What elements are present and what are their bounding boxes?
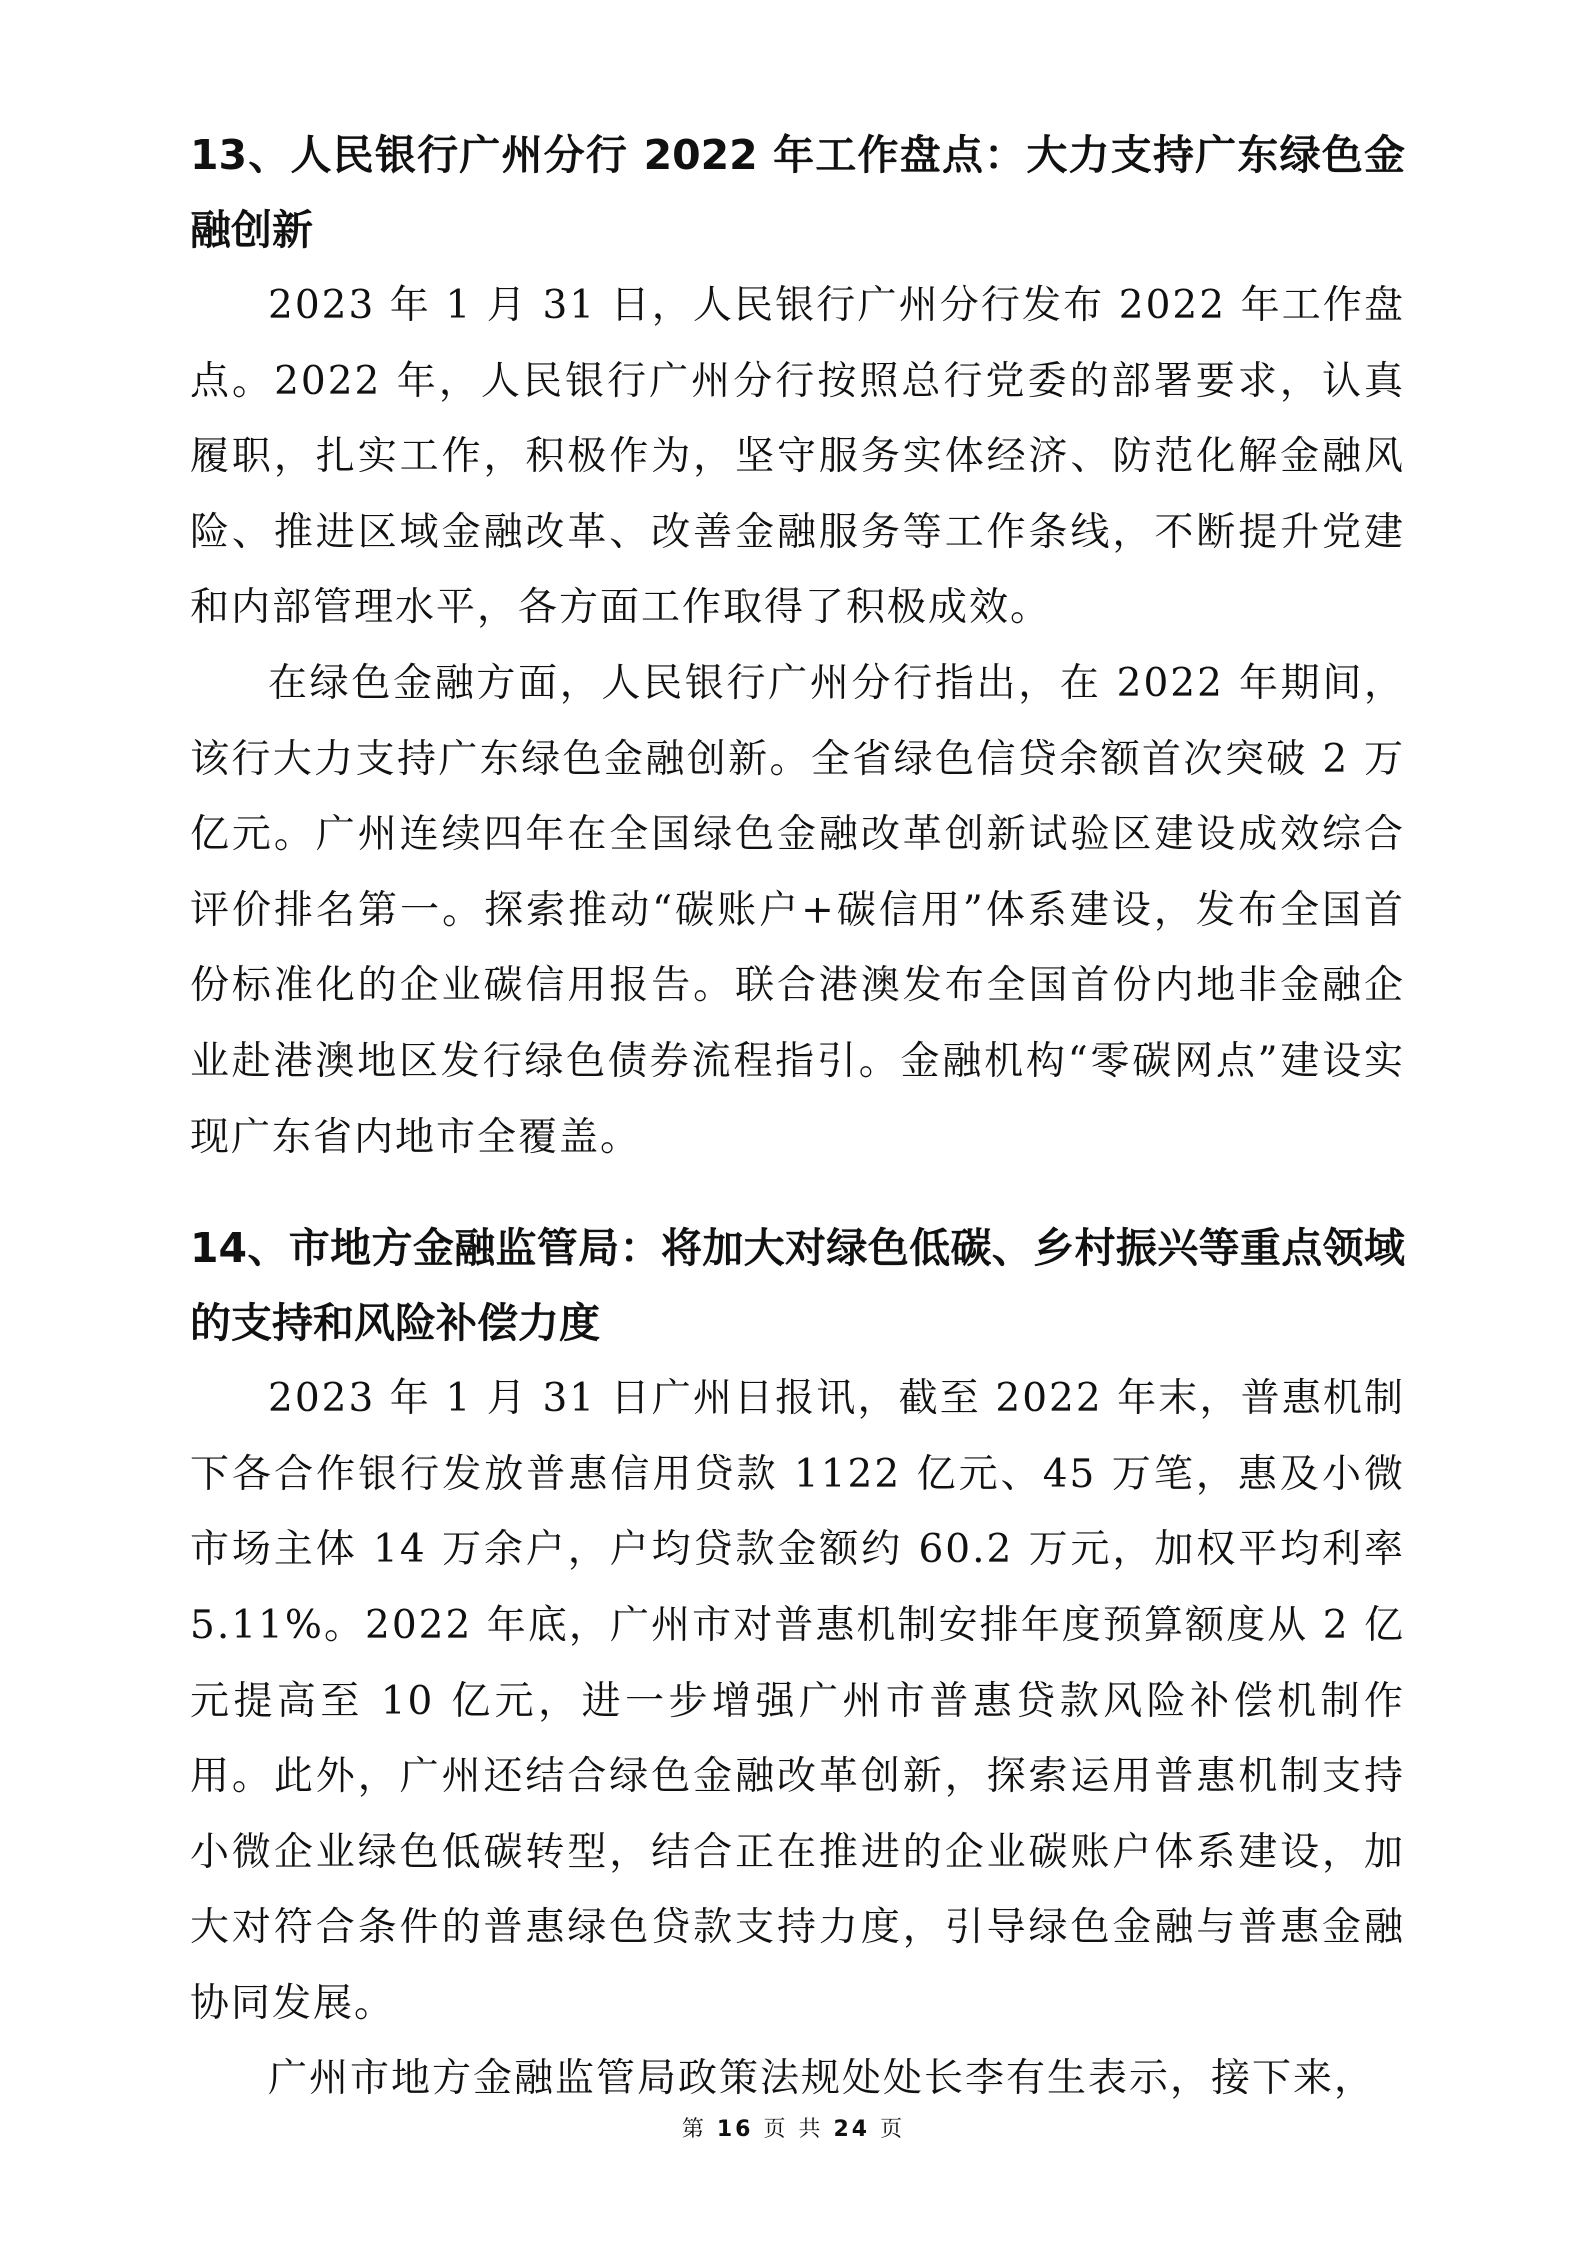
section-14-paragraph-2: 广州市地方金融监管局政策法规处处长李有生表示，接下来， <box>268 2056 1376 2102</box>
page-content <box>190 118 1405 2117</box>
page-footer <box>0 2112 1587 2143</box>
section-14-title: 14、市地方金融监管局：将加大对绿色低碳、乡村振兴等重点领域的支持和风险补偿力度 <box>190 1224 1405 1348</box>
footer-suffix: 页 <box>880 2117 906 2142</box>
footer-total-pages: 24 <box>833 2117 871 2142</box>
section-14-paragraph-1: 2023 年 1 月 31 日广州日报讯，截至 2022 年末，普惠机制下各合作银行发放普惠信用贷款 1122 亿元、45 万笔，惠及小微市场主体 14 万余户，户均贷款金额约 60.2 万元，加权平均利率 5.11%。2022 年底，广州市对普惠机制安排年度预算额度从 2 亿元提高至 10 亿元，进一步增强广州市普惠贷款风险补偿机制作用。此外，广州还结合绿色金融改革创新，探索运用普惠机制支持小微企业绿色低碳转型，结合正在推进的企业碳账户体系建设，加大对符合条件的普惠绿色贷款支持力度，引导绿色金融与普惠金融协同发展。 <box>190 1376 1405 2026</box>
section-gap <box>190 1175 1405 1211</box>
section-13-paragraph-2: 在绿色金融方面，人民银行广州分行指出，在 2022 年期间，该行大力支持广东绿色金融创新。全省绿色信贷余额首次突破 2 万亿元。广州连续四年在全国绿色金融改革创新试验区建设成效综合评价排名第一。探索推动“碳账户+碳信用”体系建设，发布全国首份标准化的企业碳信用报告。联合港澳发布全国首份内地非金融企业赴港澳地区发行绿色债券流程指引。金融机构“零碳网点”建设实现广东省内地市全覆盖。 <box>190 660 1405 1160</box>
footer-page-number: 16 <box>716 2117 754 2142</box>
footer-prefix: 第 <box>681 2117 707 2142</box>
footer-middle: 页 共 <box>763 2117 824 2142</box>
section-13-title: 13、人民银行广州分行 2022 年工作盘点：大力支持广东绿色金融创新 <box>190 131 1405 254</box>
section-13-paragraph-1: 2023 年 1 月 31 日，人民银行广州分行发布 2022 年工作盘点。2022 年，人民银行广州分行按照总行党委的部署要求，认真履职，扎实工作，积极作为，坚守服务实体经济、防范化解金融风险、推进区域金融改革、改善金融服务等工作条线，不断提升党建和内部管理水平，各方面工作取得了积极成效。 <box>190 283 1405 631</box>
